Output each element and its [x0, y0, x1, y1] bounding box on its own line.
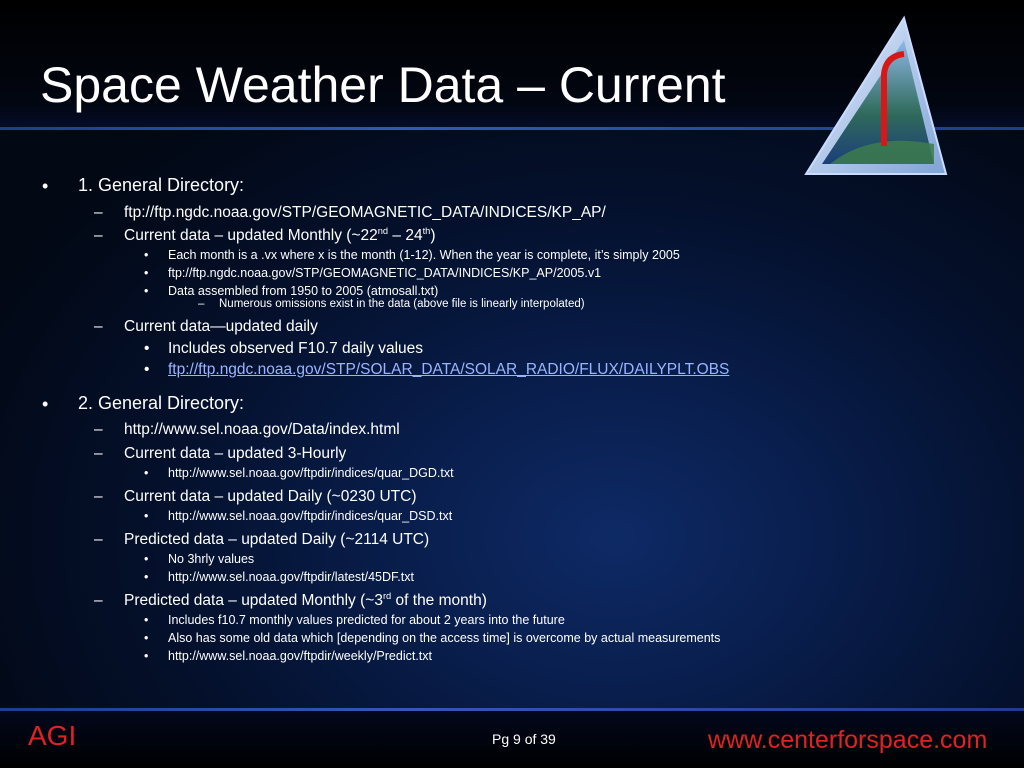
sub-item: http://www.sel.noaa.gov/ftpdir/latest/45DF.txt: [168, 570, 414, 584]
slide-title: Space Weather Data – Current: [40, 57, 726, 113]
sub-item: Also has some old data which [depending on the access time] is overcome by actual measurements: [168, 631, 721, 645]
predicted-monthly-text: Predicted data – updated Monthly (~3rd of the month): [124, 590, 487, 609]
sel-index-text: http://www.sel.noaa.gov/Data/index.html: [124, 421, 400, 438]
bullet-marker: •: [144, 266, 149, 280]
sub-item: Includes f10.7 monthly values predicted for about 2 years into the future: [168, 613, 565, 627]
bullet-marker: •: [42, 394, 49, 414]
sub-item: No 3hrly values: [168, 552, 255, 566]
sub-item: Data assembled from 1950 to 2005 (atmosall.txt): [168, 284, 439, 298]
dash-marker: –: [94, 445, 103, 462]
dash-marker: –: [94, 227, 103, 244]
section-1-heading: 1. General Directory:: [78, 175, 245, 195]
bullet-marker: •: [144, 613, 149, 627]
bullet-marker: •: [144, 361, 150, 378]
bullet-marker: •: [144, 649, 149, 663]
bullet-marker: •: [144, 552, 149, 566]
bullet-marker: •: [144, 570, 149, 584]
bullet-marker: •: [144, 509, 149, 523]
bullet-marker: •: [144, 284, 149, 298]
sub-item: http://www.sel.noaa.gov/ftpdir/indices/quar_DSD.txt: [168, 509, 453, 523]
sub-item: Includes observed F10.7 daily values: [168, 340, 424, 357]
sub-sub-item: Numerous omissions exist in the data (above file is linearly interpolated): [219, 298, 585, 310]
three-hourly-text: Current data – updated 3-Hourly: [124, 445, 347, 462]
sub-item: http://www.sel.noaa.gov/ftpdir/indices/quar_DGD.txt: [168, 466, 454, 480]
dash-marker: –: [94, 531, 103, 548]
page-number: Pg 9 of 39: [492, 731, 556, 747]
dash-marker: –: [94, 204, 103, 221]
dash-marker: –: [94, 318, 103, 335]
dash-marker: –: [198, 298, 205, 310]
website-url: www.centerforspace.com: [708, 726, 988, 754]
daily-0230-text: Current data – updated Daily (~0230 UTC): [124, 488, 417, 505]
kp-ap-directory-text: ftp://ftp.ngdc.noaa.gov/STP/GEOMAGNETIC_DATA/INDICES/KP_AP/: [124, 204, 606, 221]
company-name: AGI: [28, 720, 77, 751]
bullet-marker: •: [144, 631, 149, 645]
sub-item: Each month is a .vx where x is the month (1-12). When the year is complete, it’s simply 2005: [168, 248, 680, 262]
section-2-heading: 2. General Directory:: [78, 393, 245, 413]
sub-item: http://www.sel.noaa.gov/ftpdir/weekly/Predict.txt: [168, 649, 433, 663]
dash-marker: –: [94, 592, 103, 609]
bullet-marker: •: [144, 340, 150, 357]
dailyplt-obs-link[interactable]: ftp://ftp.ngdc.noaa.gov/STP/SOLAR_DATA/SOLAR_RADIO/FLUX/DAILYPLT.OBS: [168, 361, 730, 378]
predicted-daily-text: Predicted data – updated Daily (~2114 UTC): [124, 531, 430, 548]
bullet-marker: •: [42, 176, 49, 196]
sub-item: ftp://ftp.ngdc.noaa.gov/STP/GEOMAGNETIC_DATA/INDICES/KP_AP/2005.v1: [168, 266, 602, 280]
dash-marker: –: [94, 421, 103, 438]
monthly-update-text: Current data – updated Monthly (~22nd – 24th): [124, 225, 436, 244]
bullet-marker: •: [144, 248, 149, 262]
daily-update-text: Current data—updated daily: [124, 318, 318, 335]
dash-marker: –: [94, 488, 103, 505]
bullet-marker: •: [144, 466, 149, 480]
